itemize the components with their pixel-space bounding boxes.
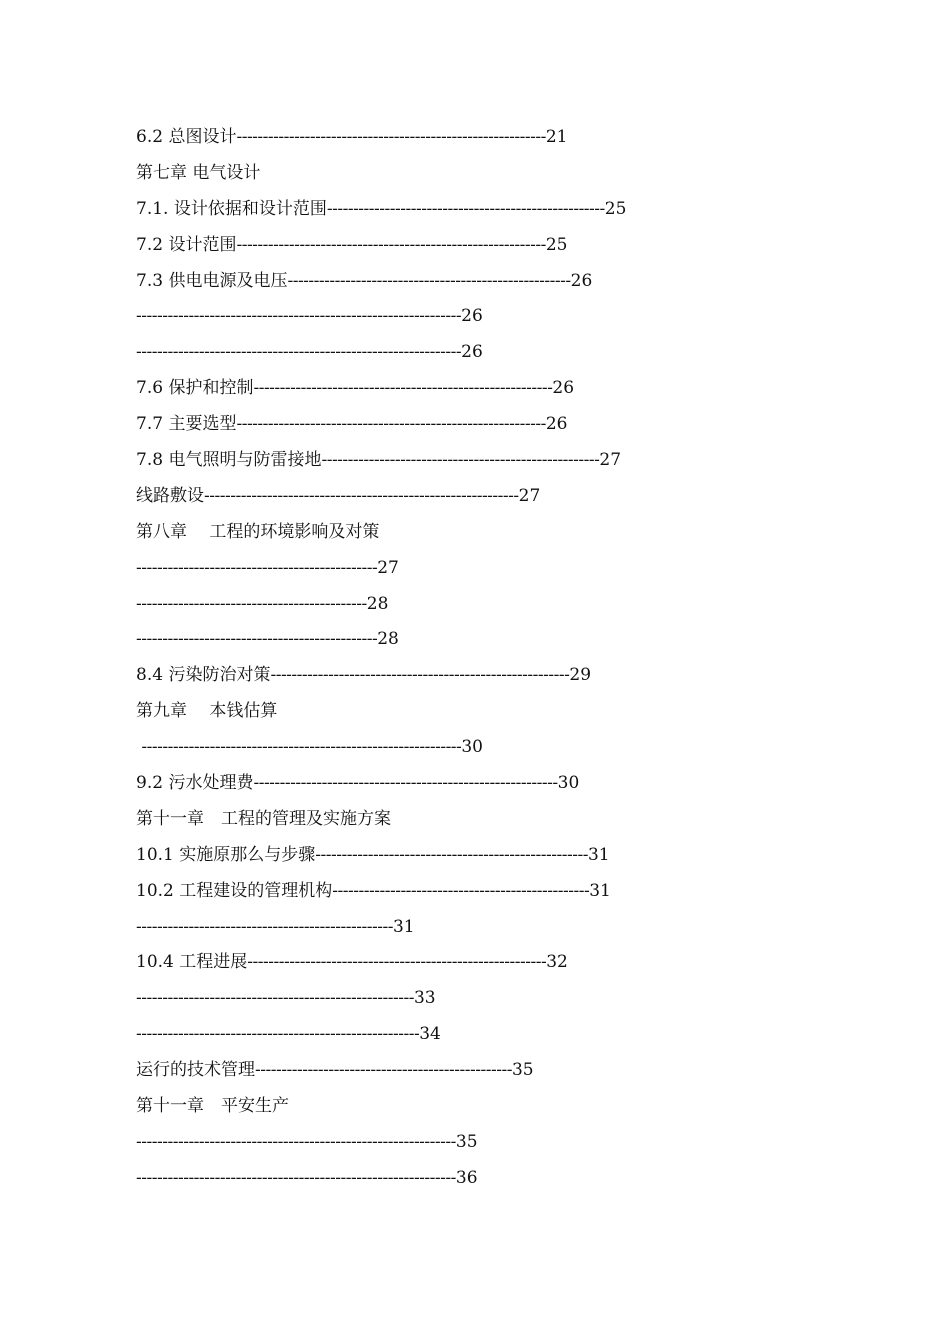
toc-dot-leader: --------------------------------------------------------- <box>247 952 547 973</box>
toc-page-number: 26 <box>461 342 483 363</box>
toc-page-number: 32 <box>546 952 568 973</box>
toc-dot-leader: ------------------------------------------------------ <box>287 270 571 291</box>
toc-dot-leader: ------------------------------------------------- <box>255 1060 512 1081</box>
toc-entry <box>136 945 626 981</box>
toc-entry <box>136 228 626 264</box>
toc-dot-leader: -------------------------------------------- <box>136 593 367 614</box>
toc-dot-leader: ------------------------------------------------------------- <box>141 737 462 758</box>
toc-entry <box>136 730 626 766</box>
toc-dot-leader: ----------------------------------------------------------- <box>236 127 546 147</box>
toc-entry-title: 7.6 保护和控制 <box>136 378 254 399</box>
toc-entry <box>136 443 626 479</box>
toc-dot-leader: ----------------------------------------------------- <box>321 450 600 471</box>
toc-dot-leader: ----------------------------------------------------------- <box>236 234 546 255</box>
toc-entry <box>136 371 626 407</box>
toc-entry-title: 10.1 实施原那么与步骤 <box>136 844 316 865</box>
toc-dot-leader: -------------------------------------------------------------- <box>136 306 462 327</box>
toc-entry-title: 7.8 电气照明与防雷接地 <box>136 450 322 471</box>
toc-dot-leader: ------------------------------------------------- <box>136 916 393 937</box>
toc-entry <box>136 479 626 515</box>
toc-entry <box>136 587 626 623</box>
toc-entry-title: 10.2 工程建设的管理机构 <box>136 880 333 901</box>
toc-page-number: 21 <box>545 127 568 147</box>
toc-page-number: 26 <box>545 414 568 435</box>
toc-entry <box>136 1017 626 1053</box>
toc-entry <box>136 658 626 694</box>
toc-entry <box>136 407 626 443</box>
toc-page-number: 27 <box>518 485 541 506</box>
toc-page-number: 36 <box>455 1167 478 1188</box>
toc-entry <box>136 120 626 156</box>
toc-dot-leader: ---------------------------------------------------------- <box>253 773 558 794</box>
toc-entry-title: 8.4 污染防治对策 <box>136 665 271 686</box>
toc-entry <box>136 838 626 874</box>
toc-entry <box>136 694 626 730</box>
toc-entry <box>136 1053 626 1089</box>
toc-dot-leader: ---------------------------------------------- <box>136 629 378 650</box>
toc-page-number: 34 <box>419 1024 441 1045</box>
toc-entry-title: 第十一章 工程的管理及实施方案 <box>136 808 391 829</box>
toc-entry <box>136 264 626 300</box>
toc-page-number: 27 <box>377 557 399 578</box>
toc-entry <box>136 156 626 192</box>
toc-entry-title: 7.3 供电电源及电压 <box>136 270 288 291</box>
toc-entry-title: 7.7 主要选型 <box>136 414 237 435</box>
toc-entry <box>136 622 626 658</box>
toc-entry <box>136 551 626 587</box>
toc-entry-title: 9.2 污水处理费 <box>136 773 254 794</box>
toc-page-number: 28 <box>366 593 389 614</box>
toc-dot-leader: --------------------------------------------------------- <box>270 665 570 686</box>
toc-entry <box>136 1089 626 1125</box>
toc-dot-leader: ---------------------------------------------------- <box>315 844 588 865</box>
toc-entry-title: 线路敷设 <box>136 485 204 506</box>
toc-page-number: 31 <box>587 844 610 865</box>
toc-page-number: 26 <box>570 270 593 291</box>
toc-entry-title: 6.2 总图设计 <box>136 127 237 147</box>
toc-entry <box>136 910 626 946</box>
toc-page-number: 26 <box>461 306 483 327</box>
toc-dot-leader: ------------------------------------------------------------- <box>136 1167 456 1188</box>
toc-page-number: 33 <box>413 988 436 1009</box>
toc-entry-title: 第十一章 平安生产 <box>136 1096 289 1117</box>
toc-entry <box>136 874 626 910</box>
table-of-contents <box>136 120 626 1197</box>
toc-entry <box>136 981 626 1017</box>
toc-entry-title: 第八章 工程的环境影响及对策 <box>136 521 380 542</box>
toc-dot-leader: ------------------------------------------------------ <box>136 1024 420 1045</box>
toc-entry-title: 第七章 电气设计 <box>136 162 261 183</box>
toc-dot-leader: ----------------------------------------------------------- <box>236 414 546 435</box>
toc-page-number: 26 <box>552 378 575 399</box>
toc-entry <box>136 335 626 371</box>
toc-dot-leader: ----------------------------------------------------- <box>136 988 414 1009</box>
toc-page-number: 30 <box>557 773 580 794</box>
toc-entry <box>136 299 626 335</box>
toc-entry <box>136 766 626 802</box>
toc-page-number: 31 <box>392 916 415 937</box>
toc-page-number: 30 <box>461 737 483 758</box>
toc-entry-title: 第九章 本钱估算 <box>136 701 278 722</box>
toc-dot-leader: ---------------------------------------------- <box>136 557 378 578</box>
toc-entry <box>136 1125 626 1161</box>
toc-page-number: 31 <box>589 880 611 901</box>
toc-dot-leader: ------------------------------------------------- <box>332 880 590 901</box>
toc-page-number: 35 <box>455 1131 478 1152</box>
toc-dot-leader: --------------------------------------------------------- <box>253 378 553 399</box>
toc-page-number: 25 <box>604 198 627 219</box>
toc-entry <box>136 515 626 551</box>
toc-dot-leader: ----------------------------------------------------- <box>326 198 605 219</box>
toc-dot-leader: ------------------------------------------------------------- <box>136 1131 456 1152</box>
toc-entry-title: 7.2 设计范围 <box>136 234 237 255</box>
toc-page-number: 27 <box>599 450 622 471</box>
toc-page-number: 25 <box>545 234 568 255</box>
toc-entry <box>136 1161 626 1197</box>
toc-entry <box>136 802 626 838</box>
toc-page-number: 35 <box>511 1060 534 1081</box>
toc-page-number: 28 <box>377 629 399 650</box>
toc-dot-leader: ------------------------------------------------------------ <box>204 485 519 506</box>
toc-entry-title: 运行的技术管理 <box>136 1060 255 1081</box>
toc-page-number: 29 <box>569 665 592 686</box>
toc-entry <box>136 192 626 228</box>
toc-dot-leader: -------------------------------------------------------------- <box>136 342 462 363</box>
toc-entry-title: 10.4 工程进展 <box>136 952 248 973</box>
toc-entry-title: 7.1. 设计依据和设计范围 <box>136 198 327 219</box>
